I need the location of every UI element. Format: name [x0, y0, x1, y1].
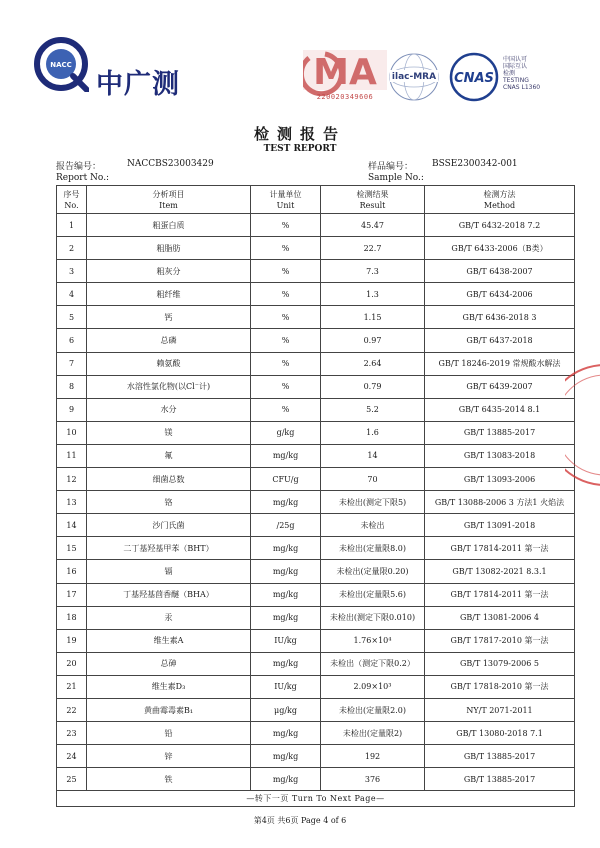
table-row — [57, 560, 575, 583]
cell-result: 2.64 — [321, 352, 425, 375]
cell-no: 7 — [57, 352, 87, 375]
table-row — [57, 652, 575, 675]
cell-unit: mg/kg — [251, 491, 321, 514]
table-row — [57, 675, 575, 698]
report-no-value: NACCBS23003429 — [127, 159, 214, 169]
table-row — [57, 421, 575, 444]
cell-result: 192 — [321, 745, 425, 768]
cell-no: 10 — [57, 421, 87, 444]
ilac-mra-mark-icon — [388, 52, 440, 102]
cell-method: GB/T 13080-2018 7.1 — [425, 722, 575, 745]
cell-method: GB/T 13082-2021 8.3.1 — [425, 560, 575, 583]
sample-no-value: BSSE2300342-001 — [432, 159, 518, 169]
cell-item: 铁 — [87, 768, 251, 791]
cell-result: 2.09×10³ — [321, 675, 425, 698]
cell-item: 总砷 — [87, 652, 251, 675]
cell-method: GB/T 13088-2006 3 方法1 火焰法 — [425, 491, 575, 514]
report-no-label-cn: 报告编号： — [56, 162, 102, 172]
cell-method: GB/T 6438-2007 — [425, 260, 575, 283]
cell-unit: mg/kg — [251, 537, 321, 560]
cell-unit: μg/kg — [251, 698, 321, 721]
cell-no: 13 — [57, 491, 87, 514]
cell-no: 14 — [57, 514, 87, 537]
cell-method: GB/T 13885-2017 — [425, 768, 575, 791]
cell-item: 水溶性氯化物(以Cl⁻计) — [87, 375, 251, 398]
cnas-accreditation-text: 中国认可 国际互认 检测 TESTING CNAS L1360 — [503, 56, 541, 91]
cell-item: 黄曲霉毒素B₁ — [87, 698, 251, 721]
table-footer-continue: —转下一页 Turn To Next Page— — [57, 791, 575, 807]
cell-method: NY/T 2071-2011 — [425, 698, 575, 721]
cell-unit: % — [251, 329, 321, 352]
cell-item: 汞 — [87, 606, 251, 629]
table-row — [57, 214, 575, 237]
cell-item: 铬 — [87, 491, 251, 514]
table-row — [57, 698, 575, 721]
cell-unit: % — [251, 306, 321, 329]
svg-text:ilac-MRA: ilac-MRA — [391, 72, 437, 82]
cma-code: 220020349606 — [316, 93, 374, 101]
cell-no: 22 — [57, 698, 87, 721]
table-row — [57, 444, 575, 467]
table-row — [57, 722, 575, 745]
report-no-label-en: Report No.: — [56, 173, 110, 183]
table-header-row — [57, 186, 575, 214]
cell-unit: g/kg — [251, 421, 321, 444]
cell-item: 沙门氏菌 — [87, 514, 251, 537]
cell-method: GB/T 6434-2006 — [425, 283, 575, 306]
cell-result: 5.2 — [321, 398, 425, 421]
cell-unit: % — [251, 375, 321, 398]
cell-method: GB/T 13093-2006 — [425, 468, 575, 491]
svg-text:CNAS: CNAS — [454, 71, 494, 86]
svg-text:MA: MA — [313, 52, 377, 93]
cell-item: 细菌总数 — [87, 468, 251, 491]
cell-method: GB/T 17817-2010 第一法 — [425, 629, 575, 652]
cell-unit: % — [251, 283, 321, 306]
cell-result: 45.47 — [321, 214, 425, 237]
cell-result: 0.79 — [321, 375, 425, 398]
cnas-mark-icon — [449, 52, 499, 102]
cell-no: 3 — [57, 260, 87, 283]
cell-unit: % — [251, 214, 321, 237]
cell-result: 70 — [321, 468, 425, 491]
cell-no: 1 — [57, 214, 87, 237]
cell-item: 维生素A — [87, 629, 251, 652]
cell-method: GB/T 13885-2017 — [425, 421, 575, 444]
cell-unit: % — [251, 260, 321, 283]
cell-result: 未检出(测定下限5) — [321, 491, 425, 514]
cell-result: 未检出(定量限8.0) — [321, 537, 425, 560]
cell-result: 376 — [321, 768, 425, 791]
table-row — [57, 514, 575, 537]
cell-result: 1.3 — [321, 283, 425, 306]
cell-item: 水分 — [87, 398, 251, 421]
cell-method: GB/T 6437-2018 — [425, 329, 575, 352]
cell-no: 20 — [57, 652, 87, 675]
cell-no: 2 — [57, 237, 87, 260]
sample-no-label-en: Sample No.: — [368, 173, 424, 183]
cell-method: GB/T 18246-2019 常规酸水解法 — [425, 352, 575, 375]
cell-unit: /25g — [251, 514, 321, 537]
cell-unit: mg/kg — [251, 560, 321, 583]
table-row — [57, 491, 575, 514]
table-row — [57, 468, 575, 491]
cell-method: GB/T 13083-2018 — [425, 444, 575, 467]
table-row — [57, 629, 575, 652]
col-header-result: 检测结果 Result — [321, 186, 425, 214]
table-row — [57, 398, 575, 421]
sample-no-label-cn: 样品编号： — [368, 162, 414, 172]
cell-item: 钙 — [87, 306, 251, 329]
cell-unit: % — [251, 398, 321, 421]
cell-no: 12 — [57, 468, 87, 491]
cell-method: GB/T 6432-2018 7.2 — [425, 214, 575, 237]
cell-item: 赖氨酸 — [87, 352, 251, 375]
cell-method: GB/T 13081-2006 4 — [425, 606, 575, 629]
cell-item: 氟 — [87, 444, 251, 467]
cell-unit: mg/kg — [251, 444, 321, 467]
cell-no: 8 — [57, 375, 87, 398]
table-row — [57, 306, 575, 329]
cell-no: 23 — [57, 722, 87, 745]
cell-unit: mg/kg — [251, 768, 321, 791]
cell-no: 19 — [57, 629, 87, 652]
cell-result: 0.97 — [321, 329, 425, 352]
cell-result: 未检出(定量限5.6) — [321, 583, 425, 606]
cell-no: 11 — [57, 444, 87, 467]
table-row — [57, 329, 575, 352]
cell-item: 总磷 — [87, 329, 251, 352]
cell-result: 1.15 — [321, 306, 425, 329]
cell-result: 7.3 — [321, 260, 425, 283]
cell-item: 铅 — [87, 722, 251, 745]
cell-method: GB/T 13885-2017 — [425, 745, 575, 768]
table-row — [57, 260, 575, 283]
cell-item: 粗灰分 — [87, 260, 251, 283]
cell-no: 6 — [57, 329, 87, 352]
cell-no: 18 — [57, 606, 87, 629]
cell-unit: % — [251, 237, 321, 260]
cell-item: 镁 — [87, 421, 251, 444]
table-row — [57, 237, 575, 260]
company-logo-text: 中广测 — [96, 69, 180, 100]
cell-no: 25 — [57, 768, 87, 791]
cell-item: 镉 — [87, 560, 251, 583]
col-header-item: 分析项目 Item — [87, 186, 251, 214]
cell-no: 17 — [57, 583, 87, 606]
cell-no: 4 — [57, 283, 87, 306]
cell-no: 5 — [57, 306, 87, 329]
col-header-method: 检测方法 Method — [425, 186, 575, 214]
cell-method: GB/T 6436-2018 3 — [425, 306, 575, 329]
cell-item: 二丁基羟基甲苯（BHT） — [87, 537, 251, 560]
report-title-cn: 检测报告 — [253, 125, 346, 143]
page-number: 第4页 共6页 Page 4 of 6 — [253, 816, 347, 825]
logo-badge: NACC — [50, 61, 72, 69]
company-logo-icon — [33, 36, 89, 92]
cell-no: 16 — [57, 560, 87, 583]
cell-no: 9 — [57, 398, 87, 421]
cell-method: GB/T 6439-2007 — [425, 375, 575, 398]
cell-unit: CFU/g — [251, 468, 321, 491]
cell-item: 丁基羟基茴香醚（BHA） — [87, 583, 251, 606]
cell-unit: mg/kg — [251, 606, 321, 629]
cell-method: GB/T 6435-2014 8.1 — [425, 398, 575, 421]
cell-method: GB/T 17814-2011 第一法 — [425, 537, 575, 560]
cell-item: 粗蛋白质 — [87, 214, 251, 237]
cell-result: 未检出(定量限2) — [321, 722, 425, 745]
cell-unit: % — [251, 352, 321, 375]
table-row — [57, 283, 575, 306]
report-title-en: TEST REPORT — [263, 144, 337, 154]
cell-unit: IU/kg — [251, 629, 321, 652]
cell-unit: mg/kg — [251, 652, 321, 675]
cell-result: 未检出 — [321, 514, 425, 537]
table-row — [57, 745, 575, 768]
cell-no: 24 — [57, 745, 87, 768]
cell-method: GB/T 13091-2018 — [425, 514, 575, 537]
cell-result: 未检出（测定下限0.2） — [321, 652, 425, 675]
table-row — [57, 768, 575, 791]
cell-result: 14 — [321, 444, 425, 467]
col-header-no: 序号 No. — [57, 186, 87, 214]
cell-item: 粗脂肪 — [87, 237, 251, 260]
cell-method: GB/T 13079-2006 5 — [425, 652, 575, 675]
cell-unit: mg/kg — [251, 745, 321, 768]
cell-unit: IU/kg — [251, 675, 321, 698]
cell-result: 1.76×10⁴ — [321, 629, 425, 652]
table-row — [57, 375, 575, 398]
cell-result: 未检出(定量限2.0) — [321, 698, 425, 721]
cell-result: 未检出(测定下限0.010) — [321, 606, 425, 629]
cell-method: GB/T 17814-2011 第一法 — [425, 583, 575, 606]
cell-result: 22.7 — [321, 237, 425, 260]
table-row — [57, 537, 575, 560]
cell-method: GB/T 6433-2006（B类） — [425, 237, 575, 260]
stamp-icon — [565, 360, 600, 490]
cell-no: 15 — [57, 537, 87, 560]
cell-item: 锌 — [87, 745, 251, 768]
cell-no: 21 — [57, 675, 87, 698]
cell-item: 维生素D₃ — [87, 675, 251, 698]
cell-result: 1.6 — [321, 421, 425, 444]
col-header-unit: 计量单位 Unit — [251, 186, 321, 214]
cell-unit: mg/kg — [251, 722, 321, 745]
cell-item: 粗纤维 — [87, 283, 251, 306]
table-row — [57, 583, 575, 606]
results-table — [56, 185, 575, 807]
table-row — [57, 606, 575, 629]
cell-unit: mg/kg — [251, 583, 321, 606]
cell-method: GB/T 17818-2010 第一法 — [425, 675, 575, 698]
cell-result: 未检出(定量限0.20) — [321, 560, 425, 583]
table-row — [57, 352, 575, 375]
